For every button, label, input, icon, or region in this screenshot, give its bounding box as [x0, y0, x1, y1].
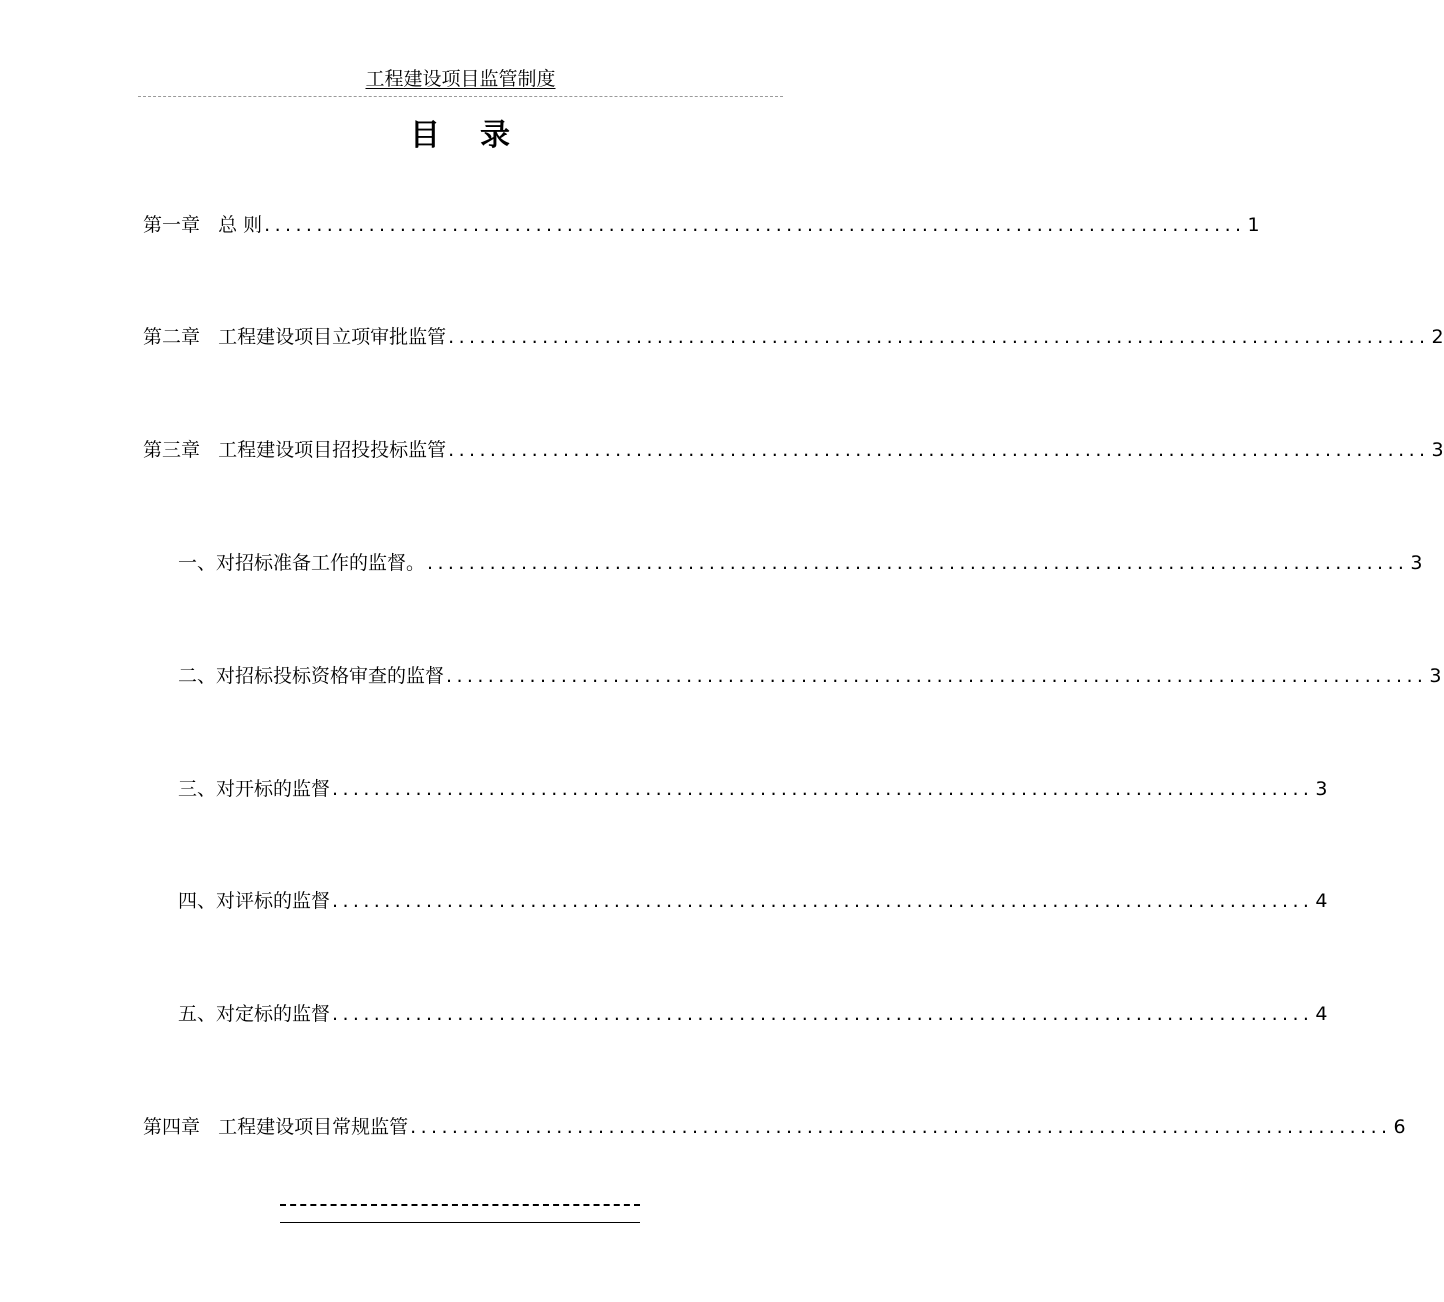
toc-entry-text: 五、对定标的监督 [178, 1003, 331, 1025]
toc-page-number: 1 [1247, 214, 1260, 236]
footer-solid-rule [280, 1222, 640, 1223]
footer-dashed-rule [280, 1204, 640, 1206]
toc-entry[interactable] [143, 435, 1444, 465]
toc-page-number: 4 [1315, 890, 1328, 912]
toc-page-number: 2 [1431, 326, 1444, 348]
toc-entry[interactable] [178, 886, 1328, 916]
toc-entry-text: 第三章 工程建设项目招投投标监管 [143, 439, 447, 461]
toc-page-number: 3 [1431, 439, 1444, 461]
toc-page-number: 6 [1393, 1116, 1406, 1138]
toc-entry-text: 第一章 总 则 [143, 214, 263, 236]
toc-entry-text: 四、对评标的监督 [178, 890, 331, 912]
toc-entry[interactable] [178, 548, 1423, 578]
toc-entry-text: 第四章 工程建设项目常规监管 [143, 1116, 409, 1138]
toc-entry-text: 第二章 工程建设项目立项审批监管 [143, 326, 447, 348]
toc-page-number: 4 [1315, 1003, 1328, 1025]
toc-title: 目录 [410, 118, 550, 153]
toc-entry[interactable] [143, 322, 1444, 352]
toc-entry[interactable] [143, 1112, 1406, 1142]
dot-leader: .............................................................................................. [264, 214, 1246, 236]
dot-leader: .............................................................................................. [410, 1116, 1392, 1138]
dot-leader: .............................................................................................. [446, 665, 1428, 687]
toc-page-number: 3 [1429, 665, 1442, 687]
toc-entry[interactable] [143, 210, 1260, 240]
dot-leader: .............................................................................................. [427, 552, 1409, 574]
toc-entry-text: 三、对开标的监督 [178, 778, 331, 800]
dot-leader: .............................................................................................. [332, 1003, 1314, 1025]
dot-leader: .............................................................................................. [332, 778, 1314, 800]
dot-leader: .............................................................................................. [448, 326, 1430, 348]
running-header-title: 工程建设项目监管制度 [365, 68, 556, 90]
toc-page-number: 3 [1315, 778, 1328, 800]
dot-leader: .............................................................................................. [448, 439, 1430, 461]
toc-entry[interactable] [178, 999, 1328, 1029]
dot-leader: .............................................................................................. [332, 890, 1314, 912]
toc-entry-text: 一、对招标准备工作的监督。 [178, 552, 426, 574]
toc-page-number: 3 [1410, 552, 1423, 574]
toc-entry-text: 二、对招标投标资格审查的监督 [178, 665, 445, 687]
toc-entry[interactable] [178, 661, 1442, 691]
toc-entry[interactable] [178, 774, 1328, 804]
